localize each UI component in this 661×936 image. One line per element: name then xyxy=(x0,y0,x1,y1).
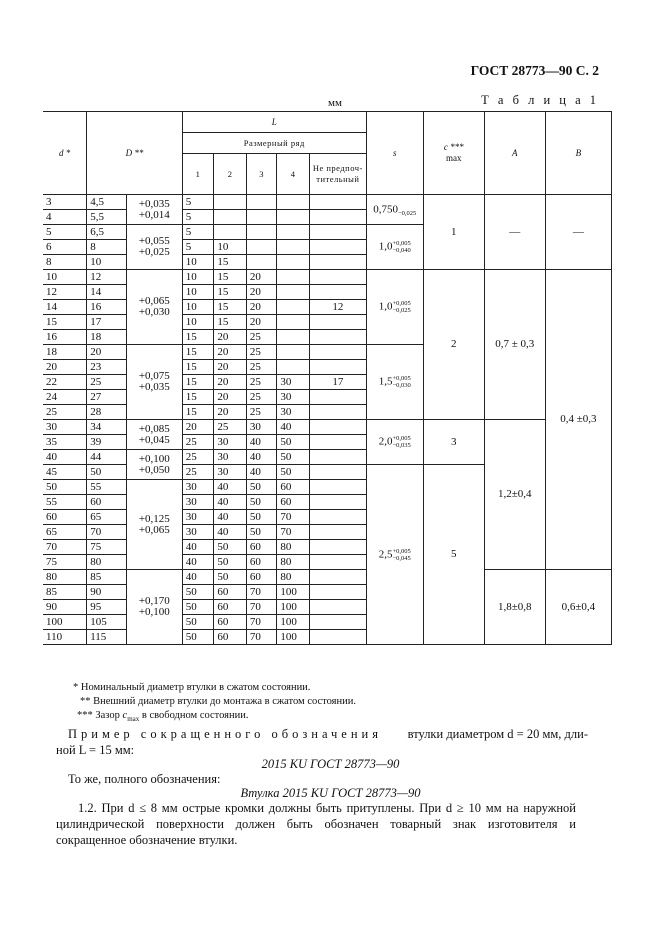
cell-d: 65 xyxy=(43,525,87,540)
D-tolerance: +0,100 +0,050 xyxy=(138,452,170,476)
cell-L1: 15 xyxy=(182,360,214,375)
cell-d: 80 xyxy=(43,570,87,585)
cell-D-tol xyxy=(126,225,182,270)
cell-L4 xyxy=(277,360,310,375)
cell-L4 xyxy=(277,225,310,240)
header-L2: 2 xyxy=(214,154,247,195)
header-c: c *** max xyxy=(423,112,484,195)
cell-L3: 25 xyxy=(246,345,277,360)
cell-d: 35 xyxy=(43,435,87,450)
note-3: *** Зазор $c_{max}$ в свободном состоянии. xyxy=(77,710,249,724)
cell-s: 0,750 −0,025 xyxy=(366,195,423,225)
cell-d: 60 xyxy=(43,510,87,525)
cell-L1: 30 xyxy=(182,525,214,540)
cell-L1: 25 xyxy=(182,450,214,465)
cell-L3: 20 xyxy=(246,285,277,300)
cell-L4: 70 xyxy=(277,510,310,525)
cell-Lnp xyxy=(309,225,366,240)
cell-L2: 15 xyxy=(214,285,247,300)
cell-L4 xyxy=(277,270,310,285)
cell-Lnp xyxy=(309,240,366,255)
cell-Lnp xyxy=(309,450,366,465)
cell-L3: 50 xyxy=(246,480,277,495)
cell-L3: 30 xyxy=(246,420,277,435)
cell-L2: 20 xyxy=(214,345,247,360)
cell-L4: 100 xyxy=(277,630,310,645)
D-tolerance: +0,125 +0,065 xyxy=(138,512,170,536)
cell-D: 80 xyxy=(87,555,127,570)
cell-L4: 80 xyxy=(277,570,310,585)
cell-L2: 50 xyxy=(214,555,247,570)
cell-Lnp xyxy=(309,420,366,435)
doc-reference: ГОСТ 28773—90 С. 2 xyxy=(470,63,599,78)
cell-d: 22 xyxy=(43,375,87,390)
cell-L2: 20 xyxy=(214,330,247,345)
cell-D: 8 xyxy=(87,240,127,255)
cell-Lnp xyxy=(309,435,366,450)
cell-L2 xyxy=(214,225,247,240)
cell-Lnp xyxy=(309,465,366,480)
cell-L3: 50 xyxy=(246,525,277,540)
cell-L1: 15 xyxy=(182,375,214,390)
short-designation: 2015 KU ГОСТ 28773—90 xyxy=(261,757,400,771)
cell-d: 70 xyxy=(43,540,87,555)
cell-L3: 20 xyxy=(246,270,277,285)
cell-L3: 70 xyxy=(246,585,277,600)
cell-L4: 30 xyxy=(277,405,310,420)
cell-L4 xyxy=(277,315,310,330)
cell-L4: 40 xyxy=(277,420,310,435)
cell-c: 2 xyxy=(423,270,484,420)
cell-L3 xyxy=(246,240,277,255)
header-L: L xyxy=(182,112,366,133)
full-designation: Втулка 2015 KU ГОСТ 28773—90 xyxy=(240,786,421,800)
cell-D-tol xyxy=(126,420,182,450)
cell-A: — xyxy=(484,195,545,270)
cell-L2: 60 xyxy=(214,600,247,615)
cell-Lnp xyxy=(309,345,366,360)
cell-d: 20 xyxy=(43,360,87,375)
cell-Lnp xyxy=(309,315,366,330)
cell-D: 5,5 xyxy=(87,210,127,225)
cell-d: 24 xyxy=(43,390,87,405)
cell-L1: 40 xyxy=(182,555,214,570)
cell-d: 30 xyxy=(43,420,87,435)
cell-L1: 5 xyxy=(182,240,214,255)
cell-L4 xyxy=(277,195,310,210)
cell-L3: 50 xyxy=(246,495,277,510)
cell-Lnp xyxy=(309,270,366,285)
cell-D: 65 xyxy=(87,510,127,525)
cell-L3: 70 xyxy=(246,630,277,645)
cell-L2: 50 xyxy=(214,570,247,585)
cell-Lnp xyxy=(309,585,366,600)
cell-L1: 50 xyxy=(182,630,214,645)
cell-d: 10 xyxy=(43,270,87,285)
cell-L1: 25 xyxy=(182,435,214,450)
cell-Lnp xyxy=(309,600,366,615)
header-B: B xyxy=(545,112,611,195)
cell-d: 18 xyxy=(43,345,87,360)
cell-D: 10 xyxy=(87,255,127,270)
cell-D: 12 xyxy=(87,270,127,285)
cell-L2: 15 xyxy=(214,300,247,315)
cell-L2: 30 xyxy=(214,450,247,465)
cell-Lnp xyxy=(309,495,366,510)
cell-L1: 5 xyxy=(182,210,214,225)
cell-L2: 40 xyxy=(214,510,247,525)
cell-L2: 20 xyxy=(214,405,247,420)
cell-L4: 50 xyxy=(277,450,310,465)
cell-L3 xyxy=(246,255,277,270)
cell-D: 34 xyxy=(87,420,127,435)
cell-Lnp xyxy=(309,390,366,405)
cell-L4 xyxy=(277,330,310,345)
cell-L4: 80 xyxy=(277,540,310,555)
cell-D: 50 xyxy=(87,465,127,480)
cell-L1: 10 xyxy=(182,255,214,270)
unit-label: мм xyxy=(328,97,342,109)
cell-D: 115 xyxy=(87,630,127,645)
example-line-2: ной L = 15 мм: xyxy=(56,743,135,757)
cell-L4 xyxy=(277,345,310,360)
cell-D: 75 xyxy=(87,540,127,555)
cell-d: 100 xyxy=(43,615,87,630)
cell-D: 18 xyxy=(87,330,127,345)
table-row xyxy=(43,420,612,435)
cell-L3: 20 xyxy=(246,300,277,315)
full-designation-intro: То же, полного обозначения: xyxy=(68,772,221,786)
cell-s: 2,0+0,005 −0,035 xyxy=(366,420,423,465)
header-L-series: Размерный ряд xyxy=(182,133,366,154)
cell-Lnp xyxy=(309,285,366,300)
cell-L1: 5 xyxy=(182,225,214,240)
cell-D-tol xyxy=(126,270,182,345)
cell-L4: 30 xyxy=(277,390,310,405)
header-L-nonpreferred: Не предпоч-тительный xyxy=(309,154,366,195)
cell-c: 3 xyxy=(423,420,484,465)
cell-d: 4 xyxy=(43,210,87,225)
cell-L3: 25 xyxy=(246,330,277,345)
cell-L3: 60 xyxy=(246,570,277,585)
cell-D-tol xyxy=(126,345,182,420)
cell-d: 90 xyxy=(43,600,87,615)
cell-L2: 15 xyxy=(214,270,247,285)
cell-L1: 25 xyxy=(182,465,214,480)
cell-L3: 50 xyxy=(246,510,277,525)
cell-D-tol xyxy=(126,480,182,570)
cell-L4 xyxy=(277,240,310,255)
cell-L3: 40 xyxy=(246,465,277,480)
cell-L2: 40 xyxy=(214,480,247,495)
header-L4: 4 xyxy=(277,154,310,195)
cell-B: — xyxy=(545,195,611,270)
cell-D: 27 xyxy=(87,390,127,405)
cell-d: 25 xyxy=(43,405,87,420)
cell-Lnp: 12 xyxy=(309,300,366,315)
cell-B: 0,4 ±0,3 xyxy=(545,270,611,570)
cell-D: 60 xyxy=(87,495,127,510)
cell-D: 25 xyxy=(87,375,127,390)
cell-A: 1,2±0,4 xyxy=(484,420,545,570)
cell-Lnp xyxy=(309,540,366,555)
cell-L4: 60 xyxy=(277,495,310,510)
D-tolerance: +0,035 +0,014 xyxy=(138,197,170,221)
cell-L1: 30 xyxy=(182,480,214,495)
cell-L3: 25 xyxy=(246,390,277,405)
cell-L1: 40 xyxy=(182,540,214,555)
cell-A: 1,8±0,8 xyxy=(484,570,545,645)
cell-L1: 15 xyxy=(182,330,214,345)
header-L3: 3 xyxy=(246,154,277,195)
cell-c: 5 xyxy=(423,465,484,645)
cell-D: 90 xyxy=(87,585,127,600)
cell-D: 17 xyxy=(87,315,127,330)
cell-L1: 30 xyxy=(182,495,214,510)
cell-d: 5 xyxy=(43,225,87,240)
note-2: ** Внешний диаметр втулки до монтажа в сжатом состоянии. xyxy=(80,696,356,707)
cell-L4 xyxy=(277,285,310,300)
cell-d: 50 xyxy=(43,480,87,495)
cell-D: 55 xyxy=(87,480,127,495)
cell-L3: 25 xyxy=(246,375,277,390)
D-tolerance: +0,065 +0,030 xyxy=(138,295,170,318)
cell-L1: 50 xyxy=(182,585,214,600)
cell-L1: 40 xyxy=(182,570,214,585)
cell-d: 8 xyxy=(43,255,87,270)
cell-L4: 100 xyxy=(277,585,310,600)
cell-L3 xyxy=(246,210,277,225)
cell-Lnp xyxy=(309,255,366,270)
cell-D: 85 xyxy=(87,570,127,585)
cell-d: 16 xyxy=(43,330,87,345)
cell-d: 14 xyxy=(43,300,87,315)
cell-L2: 20 xyxy=(214,375,247,390)
D-tolerance: +0,055 +0,025 xyxy=(138,235,170,258)
cell-d: 45 xyxy=(43,465,87,480)
cell-D: 28 xyxy=(87,405,127,420)
cell-L2: 25 xyxy=(214,420,247,435)
cell-D: 6,5 xyxy=(87,225,127,240)
header-L1: 1 xyxy=(182,154,214,195)
D-tolerance: +0,170 +0,100 xyxy=(138,595,170,618)
cell-L4: 30 xyxy=(277,375,310,390)
cell-D: 44 xyxy=(87,450,127,465)
cell-L3 xyxy=(246,225,277,240)
cell-d: 12 xyxy=(43,285,87,300)
cell-d: 55 xyxy=(43,495,87,510)
D-tolerance: +0,085 +0,045 xyxy=(138,422,170,446)
cell-L2: 10 xyxy=(214,240,247,255)
cell-L2: 60 xyxy=(214,630,247,645)
cell-L3: 40 xyxy=(246,450,277,465)
example-line: Пример сокращенного обозначения втулки диаметром d = 20 мм, дли- xyxy=(68,727,588,741)
cell-L2: 40 xyxy=(214,495,247,510)
cell-Lnp xyxy=(309,480,366,495)
cell-L1: 15 xyxy=(182,405,214,420)
cell-D: 95 xyxy=(87,600,127,615)
cell-Lnp: 17 xyxy=(309,375,366,390)
table-row xyxy=(43,195,612,210)
cell-L2: 15 xyxy=(214,255,247,270)
cell-D: 20 xyxy=(87,345,127,360)
cell-L4 xyxy=(277,300,310,315)
cell-L1: 30 xyxy=(182,510,214,525)
header-D: D ** xyxy=(87,112,183,195)
paragraph-1-2: 1.2. При d ≤ 8 мм острые кромки должны быть притуплены. При d ≥ 10 мм на наружной цилиндрической поверхности должен быть обозначен товарный знак изготовителя и сокращенное обозначение втулки. xyxy=(56,801,576,847)
cell-D: 16 xyxy=(87,300,127,315)
cell-Lnp xyxy=(309,405,366,420)
cell-s: 1,5+0,005 −0,030 xyxy=(366,345,423,420)
cell-Lnp xyxy=(309,615,366,630)
cell-L3: 70 xyxy=(246,615,277,630)
cell-L1: 15 xyxy=(182,390,214,405)
cell-d: 15 xyxy=(43,315,87,330)
cell-L1: 20 xyxy=(182,420,214,435)
cell-Lnp xyxy=(309,510,366,525)
cell-D: 23 xyxy=(87,360,127,375)
cell-d: 110 xyxy=(43,630,87,645)
header-d: d * xyxy=(43,112,87,195)
cell-Lnp xyxy=(309,195,366,210)
cell-L4: 60 xyxy=(277,480,310,495)
cell-L2 xyxy=(214,195,247,210)
cell-L2: 60 xyxy=(214,585,247,600)
cell-B: 0,6±0,4 xyxy=(545,570,611,645)
cell-L1: 10 xyxy=(182,300,214,315)
cell-Lnp xyxy=(309,555,366,570)
cell-L4 xyxy=(277,210,310,225)
cell-L1: 15 xyxy=(182,345,214,360)
header-A: A xyxy=(484,112,545,195)
header-s: s xyxy=(366,112,423,195)
cell-L3: 40 xyxy=(246,435,277,450)
cell-L1: 50 xyxy=(182,615,214,630)
cell-Lnp xyxy=(309,630,366,645)
cell-L1: 10 xyxy=(182,270,214,285)
cell-L4: 50 xyxy=(277,465,310,480)
cell-L3: 25 xyxy=(246,405,277,420)
table-row xyxy=(43,270,612,285)
note-1: * Номинальный диаметр втулки в сжатом состоянии. xyxy=(73,682,311,693)
table-row xyxy=(43,570,612,585)
cell-L1: 10 xyxy=(182,315,214,330)
cell-Lnp xyxy=(309,570,366,585)
cell-D: 4,5 xyxy=(87,195,127,210)
cell-L3: 70 xyxy=(246,600,277,615)
cell-L2: 30 xyxy=(214,435,247,450)
cell-D: 39 xyxy=(87,435,127,450)
cell-L2: 30 xyxy=(214,465,247,480)
cell-s: 1,0+0,005 −0,040 xyxy=(366,225,423,270)
cell-L2: 60 xyxy=(214,615,247,630)
cell-D: 70 xyxy=(87,525,127,540)
cell-L2: 20 xyxy=(214,390,247,405)
cell-L4: 50 xyxy=(277,435,310,450)
cell-L4: 80 xyxy=(277,555,310,570)
cell-Lnp xyxy=(309,525,366,540)
cell-L4: 70 xyxy=(277,525,310,540)
cell-L1: 10 xyxy=(182,285,214,300)
cell-d: 75 xyxy=(43,555,87,570)
cell-L3: 60 xyxy=(246,555,277,570)
dimensions-table xyxy=(43,111,612,645)
cell-D: 14 xyxy=(87,285,127,300)
cell-D-tol xyxy=(126,450,182,480)
cell-d: 6 xyxy=(43,240,87,255)
cell-s: 2,5+0,005 −0,045 xyxy=(366,465,423,645)
cell-d: 85 xyxy=(43,585,87,600)
cell-L2: 50 xyxy=(214,540,247,555)
cell-c: 1 xyxy=(423,195,484,270)
cell-Lnp xyxy=(309,330,366,345)
cell-L4: 100 xyxy=(277,600,310,615)
cell-D: 105 xyxy=(87,615,127,630)
cell-L2: 15 xyxy=(214,315,247,330)
cell-L2 xyxy=(214,210,247,225)
cell-A: 0,7 ± 0,3 xyxy=(484,270,545,420)
table-name: Т а б л и ц а 1 xyxy=(481,93,599,107)
cell-d: 40 xyxy=(43,450,87,465)
D-tolerance: +0,075 +0,035 xyxy=(138,370,170,393)
cell-L3: 60 xyxy=(246,540,277,555)
cell-L3: 25 xyxy=(246,360,277,375)
cell-L1: 5 xyxy=(182,195,214,210)
cell-Lnp xyxy=(309,360,366,375)
cell-D-tol xyxy=(126,195,182,225)
cell-L2: 40 xyxy=(214,525,247,540)
cell-D-tol xyxy=(126,570,182,645)
cell-Lnp xyxy=(309,210,366,225)
cell-L3: 20 xyxy=(246,315,277,330)
cell-s: 1,0+0,005 −0,025 xyxy=(366,270,423,345)
cell-L4: 100 xyxy=(277,615,310,630)
cell-L1: 50 xyxy=(182,600,214,615)
cell-L4 xyxy=(277,255,310,270)
cell-d: 3 xyxy=(43,195,87,210)
cell-L3 xyxy=(246,195,277,210)
cell-L2: 20 xyxy=(214,360,247,375)
